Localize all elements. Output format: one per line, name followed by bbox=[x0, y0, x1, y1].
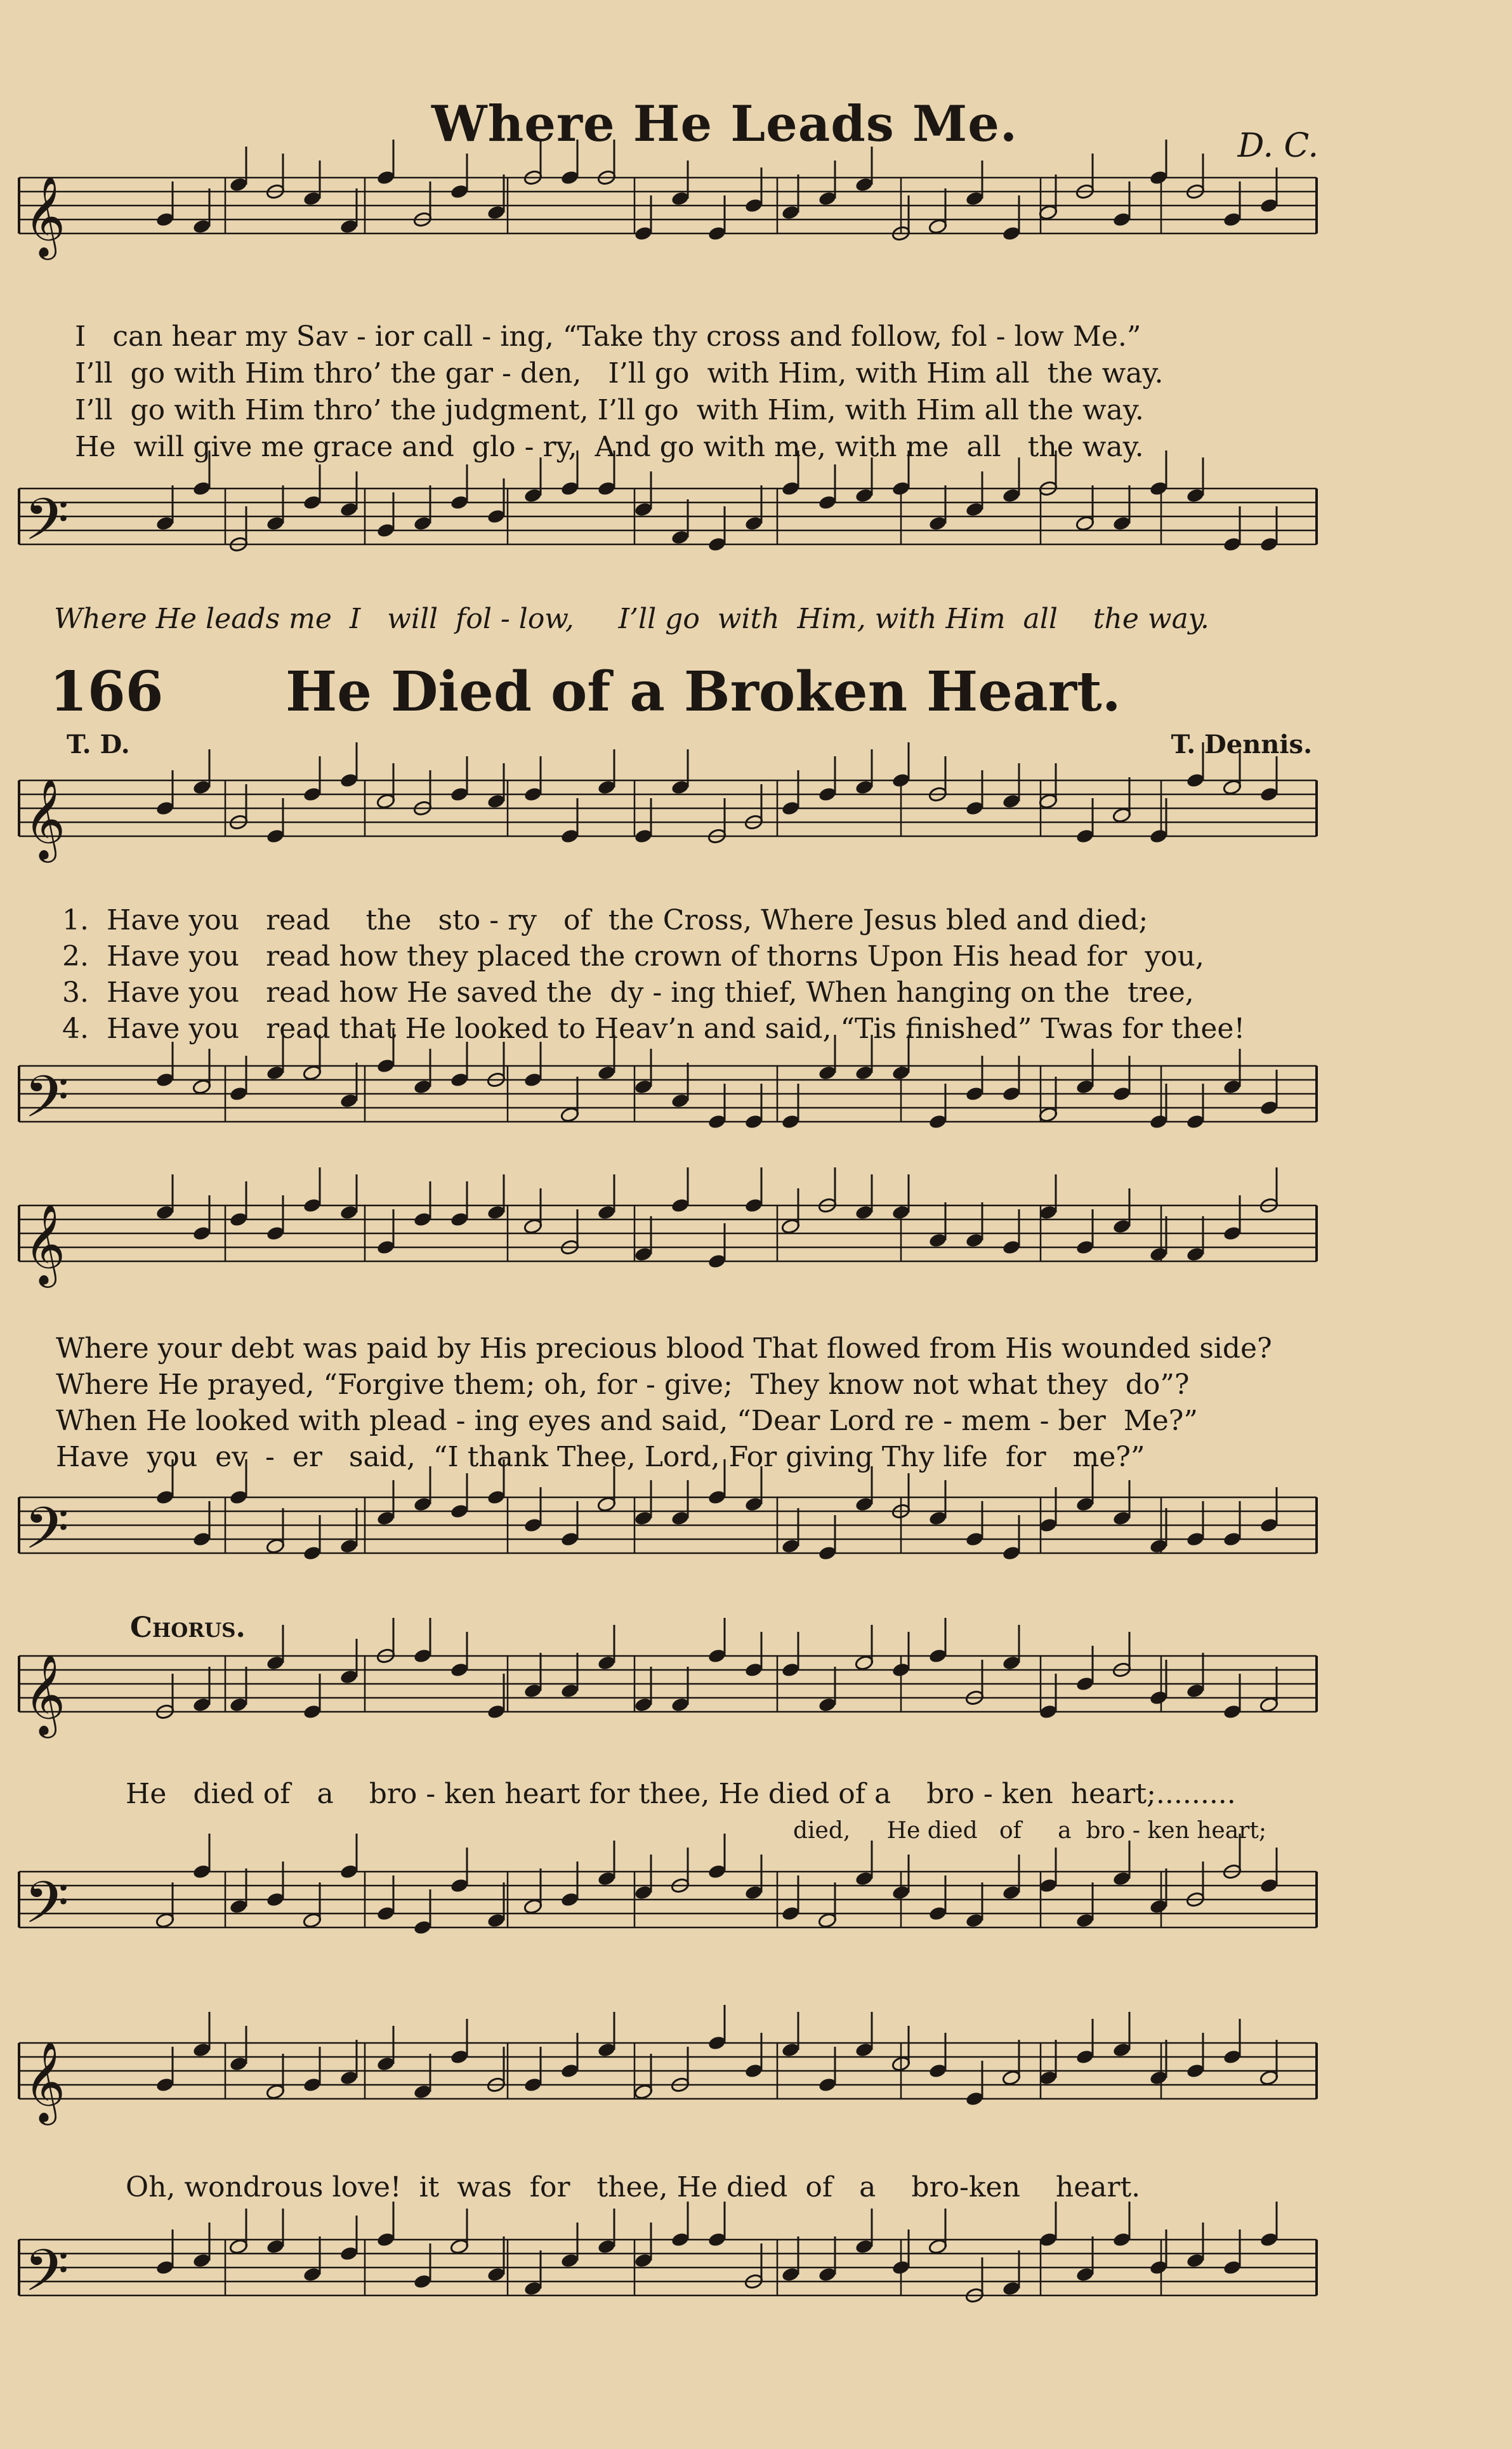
clef-icon: 𝄢 bbox=[24, 1495, 69, 1576]
verse-line: I’ll go with Him thro’ the judgment, I’ll go with Him, with Him all the way. bbox=[75, 394, 1144, 426]
credit-left: T. D. bbox=[67, 730, 130, 759]
verse-line: He will give me grace and glo - ry, And go with me, with me all the way. bbox=[75, 431, 1144, 463]
verse-line: 4. Have you read that He looked to Heav’n and said, “Tis finished” Twas for thee! bbox=[62, 1013, 1246, 1045]
chorus-label: Chorus. bbox=[130, 1612, 246, 1644]
clef-icon: 𝄢 bbox=[24, 486, 69, 567]
clef-icon: 𝄞 bbox=[24, 175, 66, 256]
verse-line: I can hear my Sav - ior call - ing, “Take thy cross and follow, fol - low Me.” bbox=[75, 320, 1141, 353]
verse-line: 3. Have you read how He saved the dy - ing thief, When hanging on the tree, bbox=[62, 976, 1194, 1009]
da-capo-mark: D. C. bbox=[1237, 127, 1318, 165]
clef-icon: 𝄢 bbox=[24, 1063, 69, 1145]
verse-line: Where your debt was paid by His precious blood That flowed from His wounded side? bbox=[56, 1332, 1272, 1365]
verse-line: Have you ev - er said, “I thank Thee, Lord, For giving Thy life for me?” bbox=[56, 1441, 1145, 1473]
clef-icon: 𝄞 bbox=[24, 1653, 66, 1735]
verse-line: 1. Have you read the sto - ry of the Cross, Where Jesus bled and died; bbox=[62, 904, 1148, 936]
credit-right: T. Dennis. bbox=[1171, 730, 1312, 759]
clef-icon: 𝄞 bbox=[24, 778, 66, 859]
verse-line: I’ll go with Him thro’ the gar - den, I’ll go with Him, with Him all the way. bbox=[75, 357, 1164, 390]
clef-icon: 𝄞 bbox=[24, 2040, 66, 2122]
clef-icon: 𝄢 bbox=[24, 1869, 69, 1950]
chorus-line: He died of a bro - ken heart for thee, He died of a bro - ken heart;......... bbox=[126, 1778, 1236, 1810]
clef-icon: 𝄞 bbox=[24, 1203, 66, 1284]
hymn-number: 166 bbox=[49, 660, 164, 724]
chorus-echo: died, He died of a bro - ken heart; bbox=[793, 1818, 1266, 1844]
refrain-line: Where He leads me I will fol - low, I’ll go with Him, with Him all the way. bbox=[54, 603, 1209, 635]
verse-line: 2. Have you read how they placed the crown of thorns Upon His head for you, bbox=[62, 940, 1204, 973]
verse-line: Where He prayed, “Forgive them; oh, for - give; They know not what they do”? bbox=[56, 1369, 1190, 1401]
hymn-main-title: He Died of a Broken Heart. bbox=[286, 660, 1121, 724]
clef-icon: 𝄢 bbox=[24, 2237, 69, 2318]
chorus-line: Oh, wondrous love! it was for thee, He died of a bro-ken heart. bbox=[126, 2171, 1141, 2203]
verse-line: When He looked with plead - ing eyes and said, “Dear Lord re - mem - ber Me?” bbox=[56, 1405, 1198, 1437]
hymn-top-title: Where He Leads Me. bbox=[431, 95, 1018, 153]
